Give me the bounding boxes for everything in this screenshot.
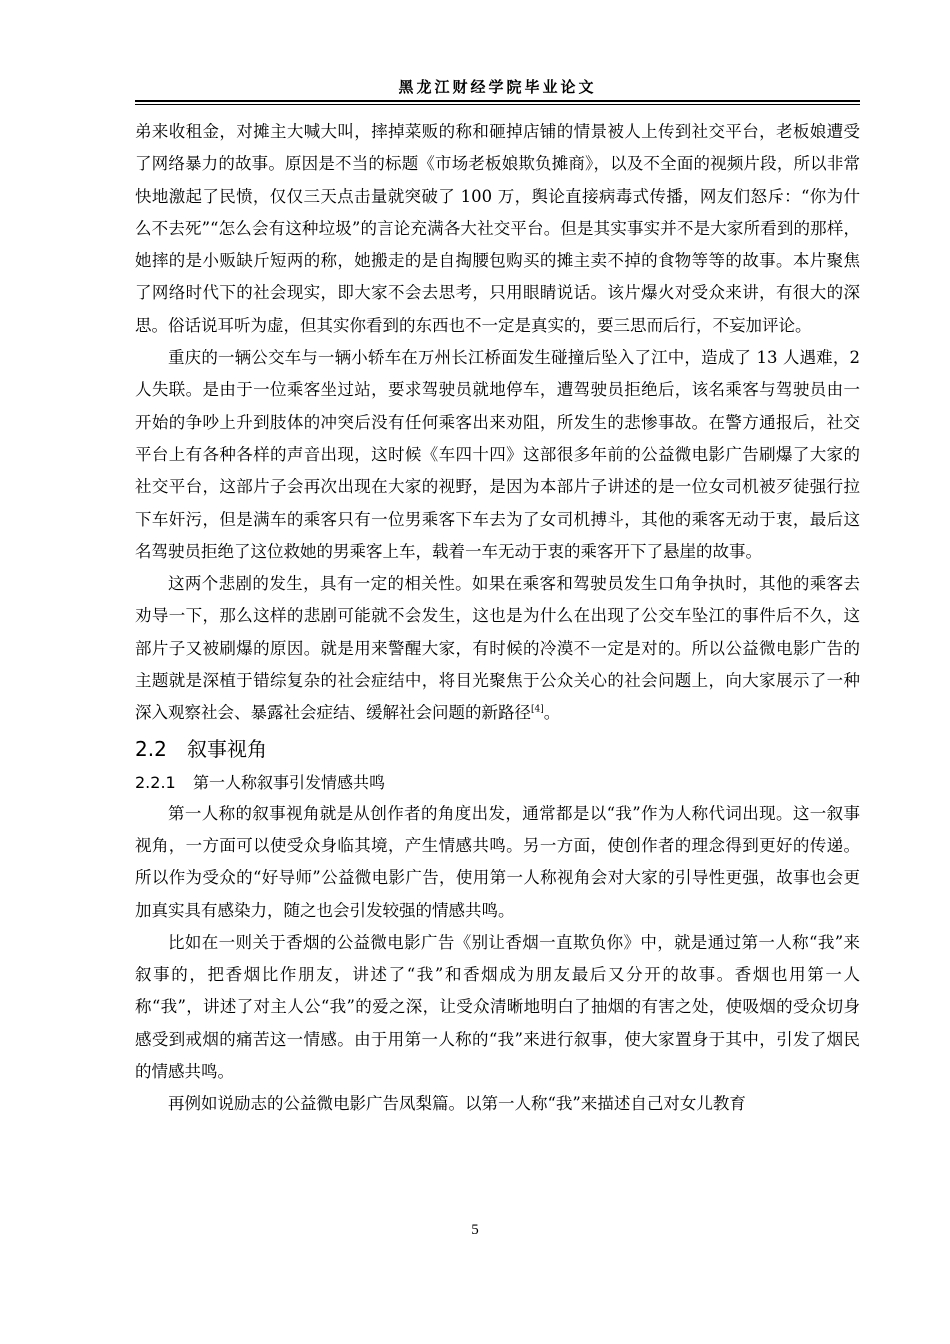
paragraph-correlation bbox=[135, 568, 860, 729]
subsection-number: 2.2.1 bbox=[135, 772, 176, 792]
section-number: 2.2 bbox=[135, 736, 167, 761]
subsection-title: 第一人称叙事引发情感共鸣 bbox=[193, 772, 386, 792]
paragraph-continued: 弟来收租金，对摊主大喊大叫，摔掉菜贩的称和砸掉店铺的情景被人上传到社交平台，老板娘遭受了网络暴力的故事。原因是不当的标题《市场老板娘欺负摊商》，以及不全面的视频片段，所以非常快地激起了民愤，仅仅三天点击量就突破了 100 万，舆论直接病毒式传播，网友们怒斥：“你为什么不去死”“怎么会有这种垃圾”的言论充满各大社交平台。但是其实事实并不是大家所看到的那样，她摔的是小贩缺斤短两的称，她搬走的是自掏腰包购买的摊主卖不掉的食物等等的故事。本片聚焦了网络时代下的社会现实，即大家不会去思考，只用眼睛说话。该片爆火对受众来讲，有很大的深思。俗话说耳听为虚，但其实你看到的东西也不一定是真实的，要三思而后行，不妄加评论。 bbox=[135, 122, 860, 335]
page-number: 5 bbox=[471, 1222, 479, 1238]
page-header bbox=[135, 76, 860, 106]
header-rule-thin bbox=[135, 104, 860, 105]
citation-ref: [4] bbox=[531, 704, 544, 715]
page-content bbox=[135, 116, 860, 1121]
section-title: 叙事视角 bbox=[187, 736, 267, 761]
paragraph-pineapple-example: 再例如说励志的公益微电影广告凤梨篇。以第一人称“我”来描述自己对女儿教育 bbox=[168, 1094, 746, 1114]
paragraph-first-person: 第一人称的叙事视角就是从创作者的角度出发，通常都是以“我”作为人称代词出现。这一叙事视角，一方面可以使受众身临其境，产生情感共鸣。另一方面，使创作者的理念得到更好的传递。所以作为受众的“好导师”公益微电影广告，使用第一人称视角会对大家的引导性更强，故事也会更加真实具有感染力，随之也会引发较强的情感共鸣。 bbox=[135, 803, 860, 920]
header-title: 黑龙江财经学院毕业论文 bbox=[398, 78, 597, 96]
paragraph-correlation-text: 这两个悲剧的发生，具有一定的相关性。如果在乘客和驾驶员发生口角争执时，其他的乘客去劝导一下，那么这样的悲剧可能就不会发生，这也是为什么在出现了公交车坠江的事件后不久，这部片子又被刷爆的原因。就是用来警醒大家，有时候的冷漠不一定是对的。所以公益微电影广告的主题就是深植于错综复杂的社会症结中，将目光聚焦于公众关心的社会问题上，向大家展示了一种深入观察社会、暴露社会症结、缓解社会问题的新路径 bbox=[135, 574, 860, 723]
paragraph-cigarette-example: 比如在一则关于香烟的公益微电影广告《别让香烟一直欺负你》中，就是通过第一人称“我”来叙事的，把香烟比作朋友，讲述了“我”和香烟成为朋友最后又分开的故事。香烟也用第一人称“我”，讲述了对主人公“我”的爱之深，让受众清晰地明白了抽烟的有害之处，使吸烟的受众切身感受到戒烟的痛苦这一情感。由于用第一人称的“我”来进行叙事，使大家置身于其中，引发了烟民的情感共鸣。 bbox=[135, 932, 860, 1082]
paragraph-correlation-tail: 。 bbox=[543, 703, 561, 723]
section-heading bbox=[135, 730, 860, 768]
subsection-heading bbox=[135, 768, 860, 798]
paragraph-bus-accident: 重庆的一辆公交车与一辆小轿车在万州长江桥面发生碰撞后坠入了江中，造成了 13 人遇难，2 人失联。是由于一位乘客坐过站，要求驾驶员就地停车，遭驾驶员拒绝后，该名乘客与驾驶员由一开始的争吵上升到肢体的冲突后没有任何乘客出来劝阻，所发生的悲惨事故。在警方通报后，社交平台上有各种各样的声音出现，这时候《车四十四》这部很多年前的公益微电影广告刷爆了大家的社交平台，这部片子会再次出现在大家的视野，是因为本部片子讲述的是一位女司机被歹徒强行拉下车奸污，但是满车的乘客只有一位男乘客下车去为了女司机搏斗，其他的乘客无动于衷，最后这名驾驶员拒绝了这位救她的男乘客上车，载着一车无动于衷的乘客开下了悬崖的故事。 bbox=[135, 348, 860, 561]
header-rule-thick bbox=[135, 100, 860, 102]
